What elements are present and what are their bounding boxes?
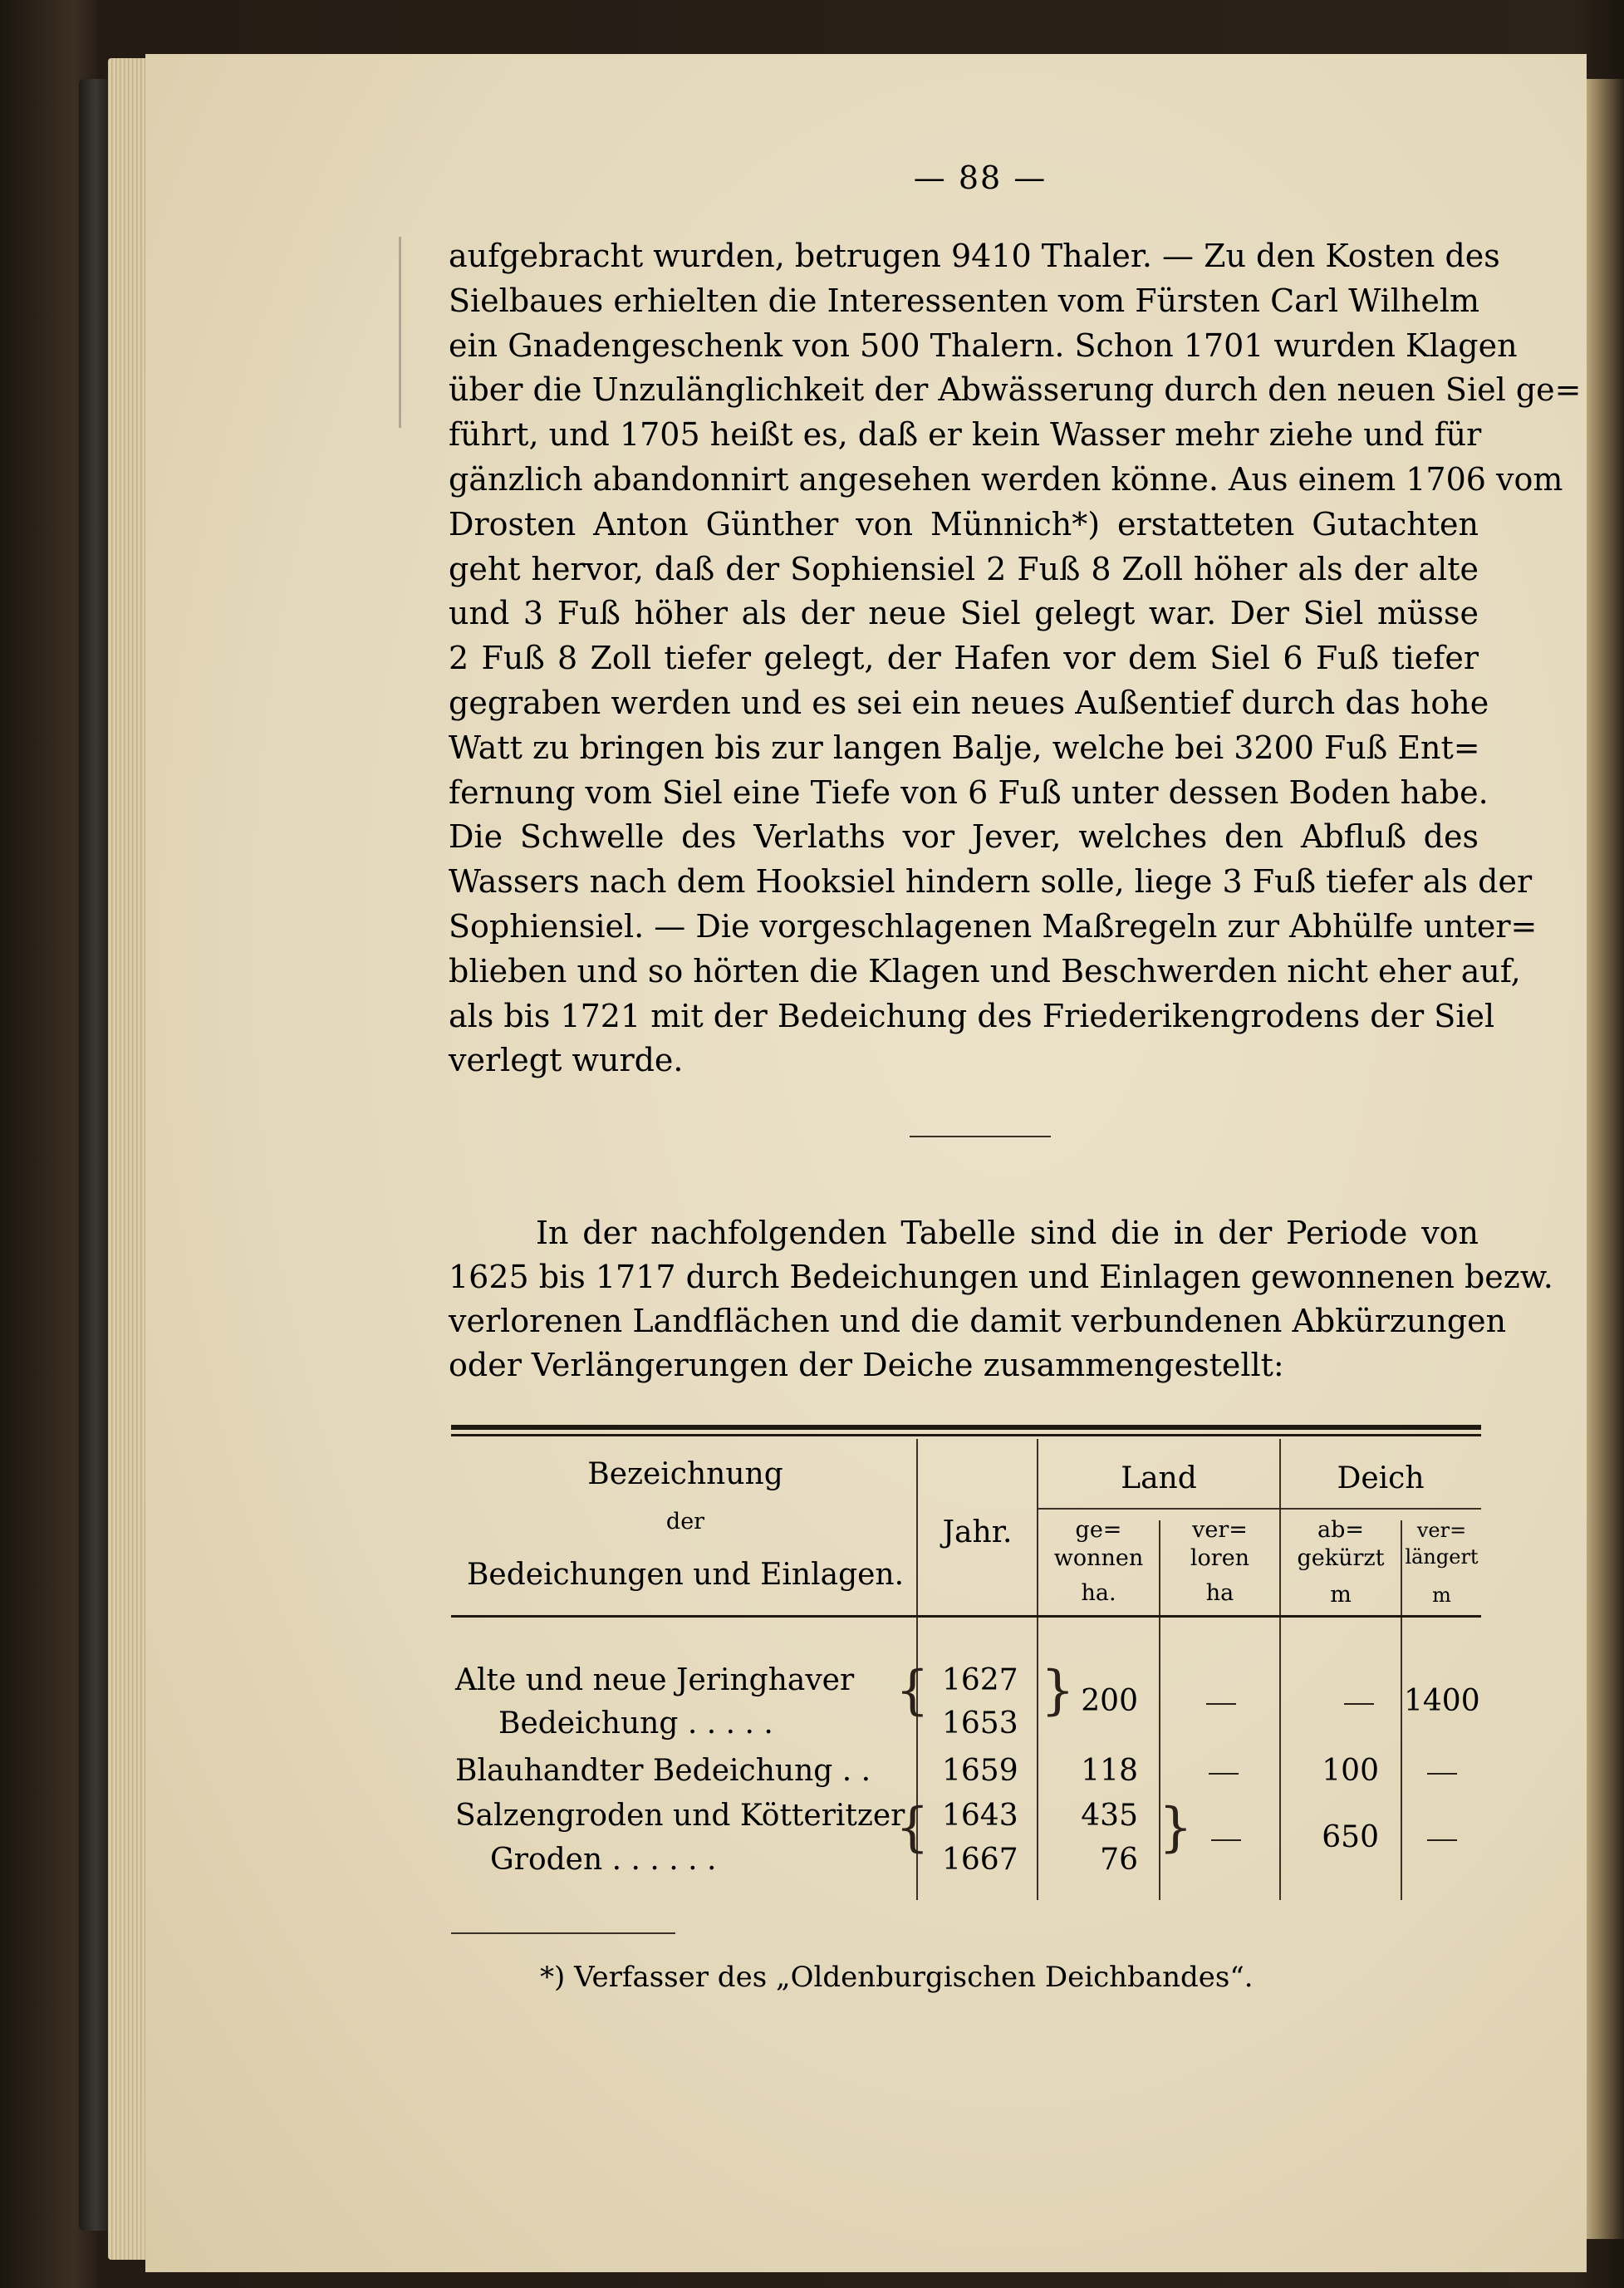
table-top-thin-rule xyxy=(451,1434,1481,1436)
header-abgekuerzt-2: gekürzt xyxy=(1297,1545,1385,1571)
paragraph-1 xyxy=(449,234,1582,1083)
footnote: *) Verfasser des „Oldenburgischen Deichbandes“. xyxy=(540,1961,1254,1994)
row3-brace-left: { xyxy=(895,1797,930,1858)
header-abgekuerzt-1: ab= xyxy=(1317,1517,1364,1543)
land-subheader-rule xyxy=(1038,1508,1279,1510)
text-line: fernung vom Siel eine Tiefe von 6 Fuß unter dessen Boden habe. xyxy=(449,773,1489,811)
row3-name-line1: Salzengroden und Kötteritzer xyxy=(455,1799,905,1833)
text-line: verlegt wurde. xyxy=(449,1042,684,1079)
row2-year: 1659 xyxy=(942,1754,1018,1788)
row1-gewonnen: 200 xyxy=(1081,1684,1138,1718)
page-number: — 88 — xyxy=(913,160,1048,196)
header-land: Land xyxy=(1121,1461,1197,1495)
header-gewonnen-1: ge= xyxy=(1075,1517,1122,1543)
header-verloren-3: ha xyxy=(1205,1580,1234,1606)
text-line: Drosten Anton Günther von Münnich*) erstatteten Gutachten xyxy=(449,505,1479,543)
row2-verlaengert-dash xyxy=(1427,1773,1457,1775)
row3-year-1: 1643 xyxy=(942,1799,1018,1833)
row3-gewonnen-2: 76 xyxy=(1100,1843,1138,1877)
paragraph-2 xyxy=(449,1211,1553,1387)
text-line: In der nachfolgenden Tabelle sind die in der Periode von xyxy=(536,1215,1479,1251)
text-line: 2 Fuß 8 Zoll tiefer gelegt, der Hafen vor dem Siel 6 Fuß tiefer xyxy=(449,640,1479,677)
text-line: über die Unzulänglichkeit der Abwässerung durch den neuen Siel ge= xyxy=(449,371,1582,409)
row1-year-1: 1627 xyxy=(942,1663,1018,1697)
text-line: Sophiensiel. — Die vorgeschlagenen Maßregeln zur Abhülfe unter= xyxy=(449,907,1538,945)
text-line: geht hervor, daß der Sophiensiel 2 Fuß 8 Zoll höher als der alte xyxy=(449,550,1479,587)
header-gewonnen-2: wonnen xyxy=(1053,1545,1144,1571)
header-verlaengert-2: längert xyxy=(1405,1545,1479,1569)
row3-verloren-dash xyxy=(1211,1839,1241,1841)
text-line: gegraben werden und es sei ein neues Außentief durch das hohe xyxy=(449,684,1489,721)
text-line: blieben und so hörten die Klagen und Beschwerden nicht eher auf, xyxy=(449,952,1521,989)
text-line: als bis 1721 mit der Bedeichung des Friederikengrodens der Siel xyxy=(449,997,1495,1034)
header-deich: Deich xyxy=(1337,1461,1425,1495)
row2-name: Blauhandter Bedeichung . . xyxy=(455,1754,871,1788)
row3-brace-right: } xyxy=(1159,1797,1193,1858)
text-line: Die Schwelle des Verlaths vor Jever, welches den Abfluß des xyxy=(449,818,1479,856)
row1-year-2: 1653 xyxy=(942,1706,1018,1741)
header-verloren-1: ver= xyxy=(1192,1517,1248,1543)
table-top-thick-rule xyxy=(451,1425,1481,1430)
row1-name-line2: Bedeichung . . . . . xyxy=(498,1706,773,1741)
book-cover-spine xyxy=(79,79,112,2231)
row1-abgekuerzt-dash xyxy=(1344,1703,1374,1705)
margin-pencil-mark xyxy=(399,237,401,428)
section-separator xyxy=(910,1136,1051,1137)
header-bezeichnung: Bezeichnung xyxy=(587,1457,783,1491)
text-line: und 3 Fuß höher als der neue Siel gelegt war. Der Siel müsse xyxy=(449,595,1479,632)
header-gewonnen-3: ha. xyxy=(1081,1580,1116,1606)
col-divider xyxy=(1401,1520,1402,1900)
text-line: führt, und 1705 heißt es, daß er kein Wasser mehr ziehe und für xyxy=(449,416,1482,454)
header-bedeichungen: Bedeichungen und Einlagen. xyxy=(466,1558,905,1592)
row1-verlaengert: 1400 xyxy=(1404,1684,1480,1718)
header-jahr: Jahr. xyxy=(942,1515,1013,1549)
text-line: Sielbaues erhielten die Interessenten vom Fürsten Carl Wilhelm xyxy=(449,282,1480,319)
row1-name-line1: Alte und neue Jeringhaver xyxy=(455,1663,855,1697)
text-line: Watt zu bringen bis zur langen Balje, welche bei 3200 Fuß Ent= xyxy=(449,729,1480,766)
row3-abgekuerzt: 650 xyxy=(1322,1820,1379,1854)
deich-subheader-rule xyxy=(1281,1508,1481,1510)
table-header-rule xyxy=(451,1615,1481,1618)
row3-name-line2: Groden . . . . . . xyxy=(490,1843,717,1877)
row2-verloren-dash xyxy=(1209,1773,1239,1775)
row3-gewonnen-1: 435 xyxy=(1081,1799,1138,1833)
row2-abgekuerzt: 100 xyxy=(1322,1754,1379,1788)
text-line: oder Verlängerungen der Deiche zusammengestellt: xyxy=(449,1347,1284,1383)
header-der: der xyxy=(665,1509,705,1534)
text-line: ein Gnadengeschenk von 500 Thalern. Schon 1701 wurden Klagen xyxy=(449,327,1518,364)
text-line: Wassers nach dem Hooksiel hindern solle, liege 3 Fuß tiefer als der xyxy=(449,863,1533,901)
right-page-edge xyxy=(1582,79,1624,2239)
header-verlaengert-1: ver= xyxy=(1416,1519,1467,1542)
header-verloren-2: loren xyxy=(1190,1545,1250,1571)
text-line: aufgebracht wurden, betrugen 9410 Thaler. — Zu den Kosten des xyxy=(449,238,1500,274)
row2-gewonnen: 118 xyxy=(1081,1754,1138,1788)
text-line: 1625 bis 1717 durch Bedeichungen und Einlagen gewonnenen bezw. xyxy=(449,1259,1553,1295)
footnote-rule xyxy=(451,1932,675,1934)
row1-brace-left: { xyxy=(895,1660,930,1721)
row1-brace-right: } xyxy=(1041,1660,1075,1721)
text-line: verlorenen Landflächen und die damit verbundenen Abkürzungen xyxy=(449,1303,1507,1339)
row1-verloren-dash xyxy=(1206,1703,1236,1705)
header-verlaengert-3: m xyxy=(1432,1583,1451,1607)
row3-verlaengert-dash xyxy=(1427,1839,1457,1841)
header-abgekuerzt-3: m xyxy=(1330,1582,1352,1608)
text-line: gänzlich abandonnirt angesehen werden könne. Aus einem 1706 vom xyxy=(449,460,1563,498)
row3-year-2: 1667 xyxy=(942,1843,1018,1877)
